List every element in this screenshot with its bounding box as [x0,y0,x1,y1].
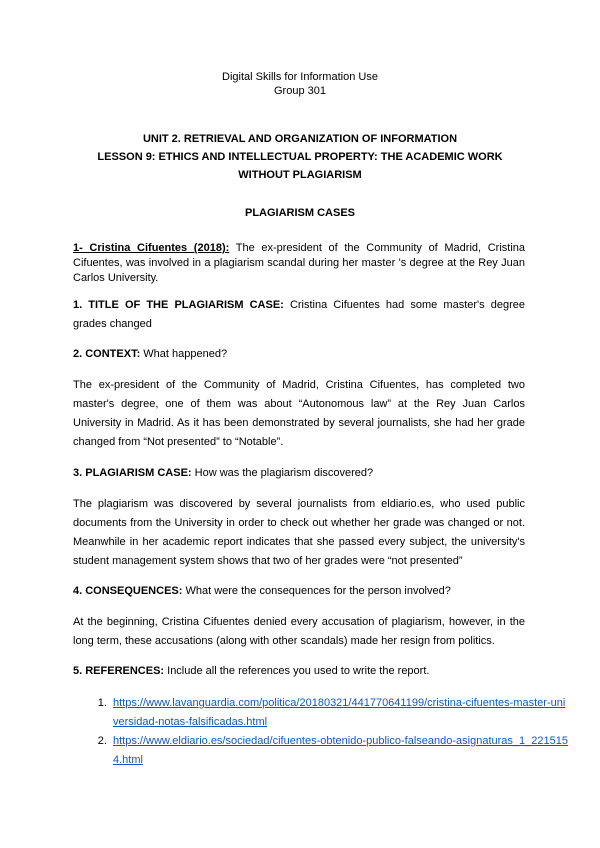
context-heading [73,345,525,364]
course-name: Digital Skills for Information Use [222,71,378,83]
title-label: 1. TITLE OF THE PLAGIARISM CASE: [73,299,284,311]
group-name: Group 301 [274,85,326,97]
section-title: PLAGIARISM CASES [244,207,355,219]
case-intro-paragraph [73,241,525,286]
reference-link-1[interactable]: https://www.lavanguardia.com/politica/20180321/441770641199/cristina-cifuentes-master-universidad-notas-falsificadas.html [113,697,566,728]
reference-item [110,732,570,770]
reference-link-2[interactable]: https://www.eldiario.es/sociedad/cifuentes-obtenido-publico-falseando-asignaturas_1_2215154.html [113,735,568,766]
reference-item [110,694,570,732]
unit-title: UNIT 2. RETRIEVAL AND ORGANIZATION OF INFORMATION [142,133,458,145]
context-question: What happened? [140,348,228,360]
references-list [73,694,570,770]
title-paragraph [73,296,525,334]
title-text: Cristina Cifuentes had some master's degree grades changed [73,299,525,330]
references-label: 5. REFERENCES: [73,665,165,677]
plagiarism-case-question: How was the plagiarism discovered? [191,467,374,479]
case-intro-text: The ex-president of the Community of Madrid, Cristina Cifuentes, was involved in a plagiarism scandal during her master 's degree at the Rey Juan Carlos University. [73,242,526,284]
plagiarism-case-text: The plagiarism was discovered by several journalists from eldiario.es, who used public documents from the University in order to check out whether her grade was changed or not. Meanwhile in her academic report indicates that she passed every subject, the university's student management system shows that two of her grades were “not presented” [73,498,525,567]
references-question: Include all the references you used to write the report. [164,665,430,677]
lesson-title-line2: WITHOUT PLAGIARISM [238,169,362,181]
consequences-label: 4. CONSEQUENCES: [73,585,183,597]
consequences-heading [73,582,525,601]
references-heading [73,662,525,681]
context-text: The ex-president of the Community of Madrid, Cristina Cifuentes, has completed two master's degree, one of them was about “Autonomous law” at the Rey Juan Carlos University in Madrid. As it has been demonstrated by several journalists, she had her grade changed from “Not presented” to “Notable”. [73,379,525,448]
context-label: 2. CONTEXT: [73,348,141,360]
plagiarism-case-heading [73,464,525,483]
consequences-question: What were the consequences for the person involved? [182,585,451,597]
unit-lesson-titles [0,130,600,184]
consequences-text: At the beginning, Cristina Cifuentes denied every accusation of plagiarism, however, in the long term, these accusations (along with other scandals) made her resign from politics. [73,616,525,647]
lesson-title-line1: LESSON 9: ETHICS AND INTELLECTUAL PROPERTY: THE ACADEMIC WORK [97,151,503,163]
plagiarism-case-label: 3. PLAGIARISM CASE: [73,467,192,479]
document-header [0,70,600,98]
case-heading: 1- Cristina Cifuentes (2018): [73,242,230,254]
